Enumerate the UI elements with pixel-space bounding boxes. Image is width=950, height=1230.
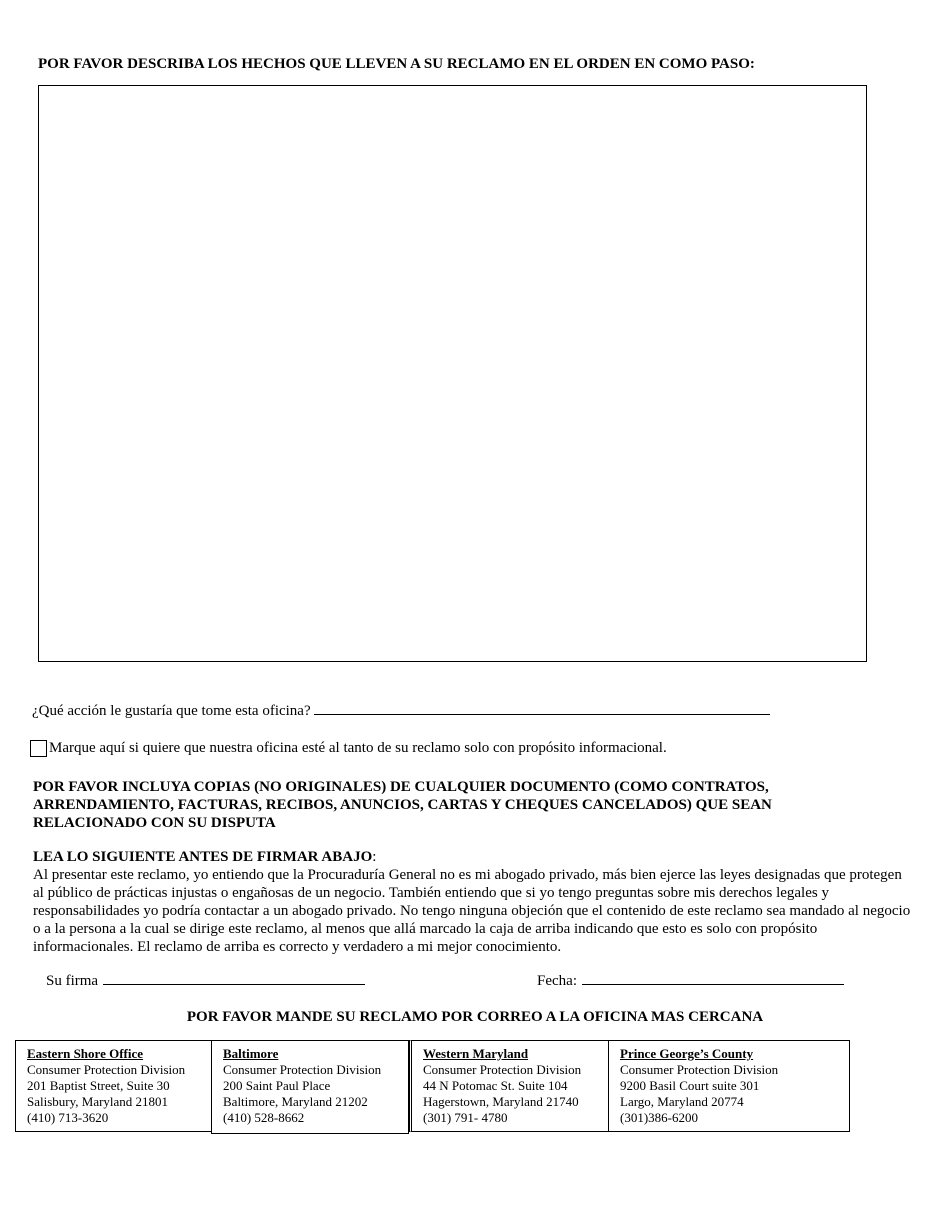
date-input-line[interactable]	[582, 972, 844, 985]
office-baltimore	[211, 1040, 409, 1134]
signature-input-line[interactable]	[103, 972, 365, 985]
office-city: Hagerstown, Maryland 21740	[423, 1094, 579, 1109]
desired-action-input-line[interactable]	[314, 702, 770, 715]
mail-instructions-heading: POR FAVOR MANDE SU RECLAMO POR CORREO A LA OFICINA MAS CERCANA	[186, 1009, 764, 1025]
office-city: Baltimore, Maryland 21202	[223, 1094, 368, 1109]
office-division: Consumer Protection Division	[423, 1062, 582, 1077]
office-name: Baltimore	[223, 1046, 279, 1061]
form-section-title: POR FAVOR DESCRIBA LOS HECHOS QUE LLEVEN A SU RECLAMO EN EL ORDEN EN COMO PASO:	[38, 56, 755, 72]
signature-label: Su firma	[46, 973, 99, 989]
office-name: Prince George’s County	[620, 1046, 754, 1061]
date-row	[537, 972, 844, 990]
office-division: Consumer Protection Division	[27, 1062, 186, 1077]
desired-action-row	[32, 702, 770, 720]
date-label: Fecha:	[537, 973, 577, 989]
read-heading-colon: :	[372, 849, 377, 865]
office-name: Western Maryland	[423, 1046, 529, 1061]
office-division: Consumer Protection Division	[620, 1062, 779, 1077]
informational-only-checkbox[interactable]	[30, 740, 47, 757]
read-heading-text: LEA LO SIGUIENTE ANTES DE FIRMAR ABAJO	[33, 849, 373, 865]
include-copies-notice: POR FAVOR INCLUYA COPIAS (NO ORIGINALES) DE CUALQUIER DOCUMENTO (COMO CONTRATOS, ARRENDAMIENTO, FACTURAS, RECIBOS, ANUNCIOS, CARTAS Y CHEQUES CANCELADOS) QUE SEAN RELACIONADO CON SU DISPUTA	[33, 779, 772, 831]
informational-only-label: Marque aquí si quiere que nuestra oficina esté al tanto de su reclamo solo con propósito informacional.	[49, 740, 667, 756]
facts-description-box[interactable]	[38, 85, 867, 662]
office-phone: (410) 713-3620	[27, 1110, 109, 1125]
read-before-signing-heading	[33, 848, 376, 866]
office-name: Eastern Shore Office	[27, 1046, 144, 1061]
office-division: Consumer Protection Division	[223, 1062, 382, 1077]
office-eastern-shore	[15, 1040, 212, 1132]
informational-only-row	[30, 740, 667, 757]
office-phone: (410) 528-8662	[223, 1110, 305, 1125]
office-street: 44 N Potomac St. Suite 104	[423, 1078, 568, 1093]
office-street: 201 Baptist Street, Suite 30	[27, 1078, 170, 1093]
signature-row	[46, 972, 365, 990]
read-before-signing-body: Al presentar este reclamo, yo entiendo que la Procuraduría General no es mi abogado privado, más bien ejerce las leyes designadas que protegen al público de prácticas injustas o engañosas de un negocio. También entiendo que si yo tengo preguntas sobre mis derechos legales y responsabilidades yo podría contactar a un abogado privado. No tengo ninguna objeción que el contenido de este reclamo sea mandado al negocio o a la persona a la cual se dirige este reclamo, al menos que allá marcado la caja de arriba indicando que esto es solo con propósito informacionales. El reclamo de arriba es correcto y verdadero a mi mejor conocimiento.	[33, 867, 911, 955]
office-street: 9200 Basil Court suite 301	[620, 1078, 760, 1093]
desired-action-label: ¿Qué acción le gustaría que tome esta oficina?	[32, 703, 311, 719]
office-city: Largo, Maryland 20774	[620, 1094, 744, 1109]
office-phone: (301)386-6200	[620, 1110, 698, 1125]
office-western-maryland	[409, 1040, 609, 1132]
facts-description-input[interactable]	[39, 86, 866, 661]
office-city: Salisbury, Maryland 21801	[27, 1094, 169, 1109]
office-street: 200 Saint Paul Place	[223, 1078, 331, 1093]
office-phone: (301) 791- 4780	[423, 1110, 508, 1125]
office-prince-georges-county	[608, 1040, 850, 1132]
